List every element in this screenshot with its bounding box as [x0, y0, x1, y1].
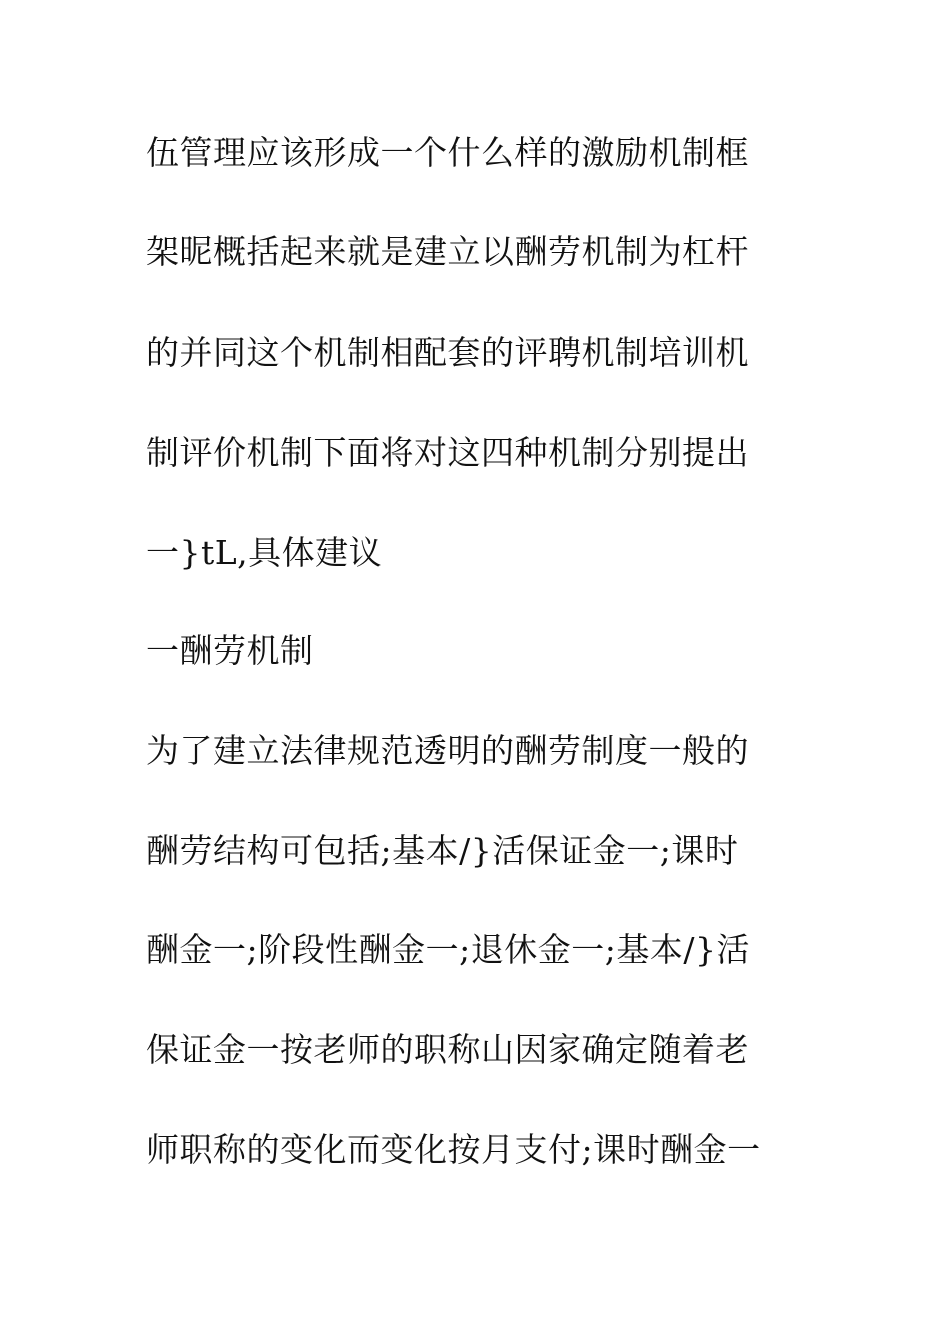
- text-line: 保证金一按老师的职称山因家确定随着老: [146, 1030, 749, 1069]
- text-line: 一}tL,具体建议: [146, 533, 383, 572]
- text-line: 酬金一;阶段性酬金一;退休金一;基本/}活: [146, 930, 750, 969]
- text-line: 为了建立法律规范透明的酬劳制度一般的: [146, 731, 749, 770]
- text-line: 制评价机制下面将对这四种机制分别提出: [146, 433, 749, 472]
- text-line: 酬劳结构可包括;基本/}活保证金一;课时: [146, 831, 739, 870]
- section-heading: 一酬劳机制: [146, 631, 314, 670]
- text-line: 师职称的变化而变化按月支付;课时酬金一: [146, 1130, 761, 1169]
- text-line: 架昵概括起来就是建立以酬劳机制为杠杆: [146, 232, 749, 271]
- text-line: 的并同这个机制相配套的评聘机制培训机: [146, 333, 749, 372]
- text-line: 伍管理应该形成一个什么样的激励机制框: [146, 133, 749, 172]
